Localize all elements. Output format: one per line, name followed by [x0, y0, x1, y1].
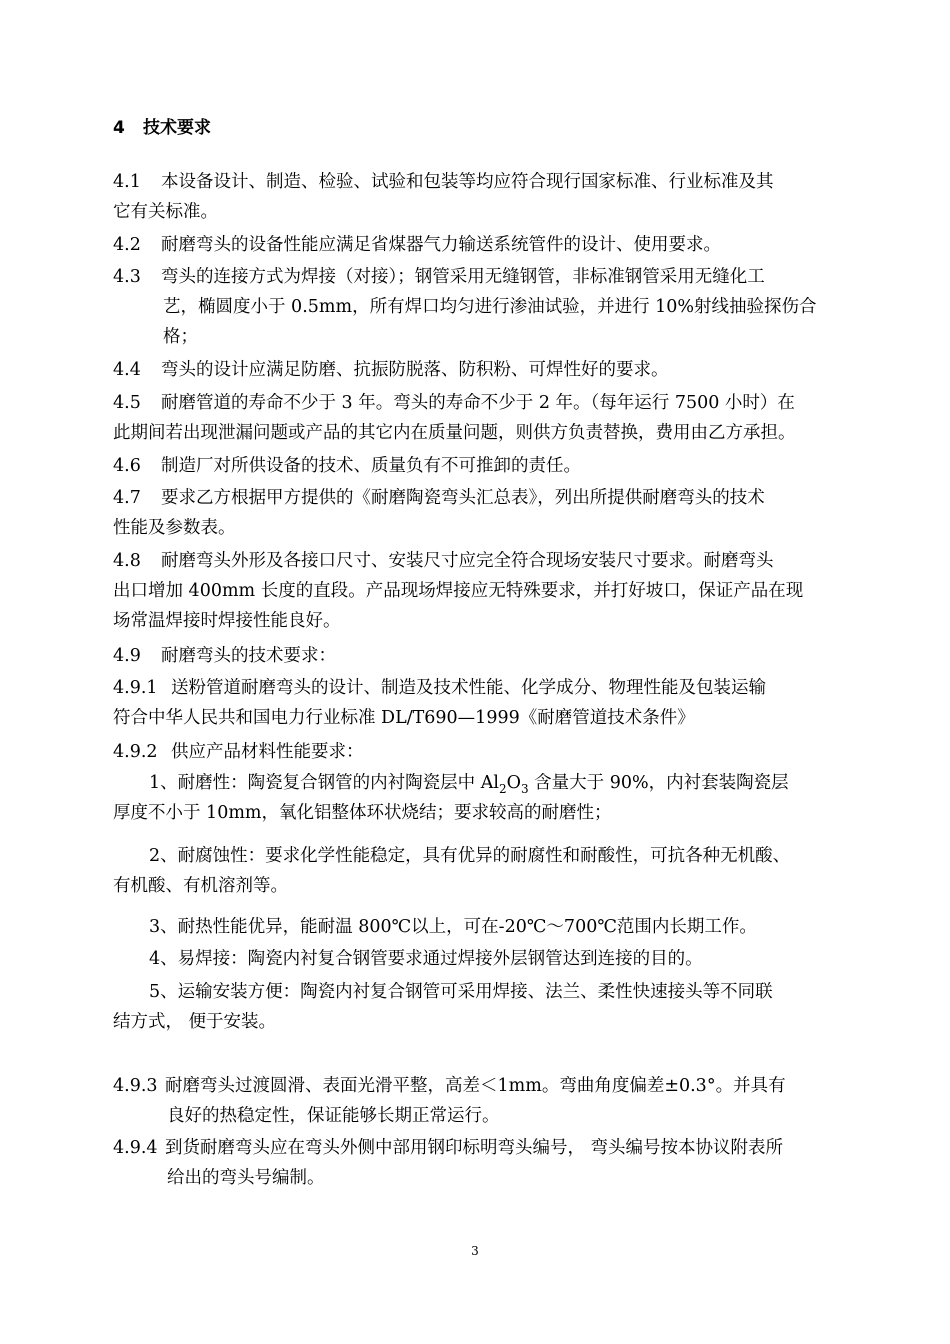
section-heading — [113, 116, 211, 140]
requirement-4 — [113, 944, 703, 974]
clause-number: 4.2 — [113, 235, 141, 255]
clause-text: 性能及参数表。 — [113, 518, 236, 538]
requirement-text: 结方式， 便于安装。 — [113, 1012, 277, 1032]
clause-text: 到货耐磨弯头应在弯头外侧中部用钢印标明弯头编号， 弯头编号按本协议附表所 — [165, 1138, 784, 1158]
clause-4-3 — [113, 262, 817, 352]
clause-text: 制造厂对所供设备的技术、质量负有不可推卸的责任。 — [161, 456, 581, 476]
clause-number: 4.6 — [113, 456, 141, 476]
clause-text: 它有关标准。 — [113, 202, 218, 222]
clause-number: 4.9.1 — [113, 678, 158, 698]
section-number: 4 — [113, 118, 125, 138]
clause-text: 场常温焊接时焊接性能良好。 — [113, 611, 341, 631]
clause-4-1 — [113, 167, 774, 227]
clause-text: 出口增加 400mm 长度的直段。产品现场焊接应无特殊要求，并打好坡口，保证产品在现 — [113, 581, 804, 601]
clause-number: 4.8 — [113, 551, 141, 571]
clause-number: 4.5 — [113, 393, 141, 413]
clause-number: 4.4 — [113, 360, 141, 380]
clause-text: 耐磨弯头外形及各接口尺寸、安装尺寸应完全符合现场安装尺寸要求。耐磨弯头 — [161, 551, 774, 571]
clause-number: 4.9.4 — [113, 1138, 158, 1158]
clause-text: 耐磨管道的寿命不少于 3 年。弯头的寿命不少于 2 年。（每年运行 7500 小时）在 — [161, 393, 795, 413]
requirement-text: 含量大于 90%，内衬套装陶瓷层 — [528, 773, 789, 793]
clause-number: 4.7 — [113, 488, 141, 508]
clause-text: 耐磨弯头的技术要求： — [161, 646, 336, 666]
clause-text: 此期间若出现泄漏问题或产品的其它内在质量问题，则供方负责替换，费用由乙方承担。 — [113, 423, 796, 443]
clause-4-6 — [113, 451, 581, 481]
clause-text: 耐磨弯头过渡圆滑、表面光滑平整，高差＜1mm。弯曲角度偏差±0.3°。并具有 — [165, 1076, 786, 1096]
clause-text: 供应产品材料性能要求： — [171, 742, 364, 762]
clause-text: 给出的弯头号编制。 — [167, 1168, 325, 1188]
requirement-text: 4、易焊接：陶瓷内衬复合钢管要求通过焊接外层钢管达到连接的目的。 — [149, 949, 703, 969]
clause-text: 艺，椭圆度小于 0.5mm，所有焊口均匀进行渗油试验，并进行 10%射线抽验探伤合 — [163, 297, 817, 317]
requirement-3 — [113, 912, 757, 942]
clause-number: 4.9 — [113, 646, 141, 666]
subscript: 2 — [498, 782, 507, 796]
clause-4-9-1 — [113, 673, 766, 733]
clause-4-2 — [113, 230, 721, 260]
clause-4-9 — [113, 641, 336, 671]
page-number: 3 — [471, 1244, 479, 1258]
clause-text: 良好的热稳定性，保证能够长期正常运行。 — [167, 1106, 500, 1126]
clause-4-9-4 — [113, 1133, 783, 1193]
clause-4-5 — [113, 388, 796, 448]
section-title: 技术要求 — [143, 118, 211, 138]
requirement-5 — [113, 977, 773, 1037]
clause-text: 弯头的连接方式为焊接（对接）；钢管采用无缝钢管，非标准钢管采用无缝化工 — [161, 267, 765, 287]
clause-4-9-3 — [113, 1071, 786, 1131]
clause-number: 4.3 — [113, 267, 141, 287]
clause-4-8 — [113, 546, 803, 636]
clause-text: 弯头的设计应满足防磨、抗振防脱落、防积粉、可焊性好的要求。 — [161, 360, 669, 380]
clause-number: 4.1 — [113, 172, 141, 192]
requirement-text: 2、耐腐蚀性：要求化学性能稳定，具有优异的耐腐性和耐酸性，可抗各种无机酸、 — [149, 846, 791, 866]
requirement-text: 厚度不小于 10mm，氧化铝整体环状烧结；要求较高的耐磨性； — [113, 803, 612, 823]
clause-text: 要求乙方根据甲方提供的《耐磨陶瓷弯头汇总表》，列出所提供耐磨弯头的技术 — [161, 488, 765, 508]
clause-text: 耐磨弯头的设备性能应满足省煤器气力输送系统管件的设计、使用要求。 — [161, 235, 721, 255]
clause-4-9-2 — [113, 737, 364, 767]
subscript: 3 — [520, 782, 529, 796]
requirement-2 — [113, 841, 790, 901]
requirement-text: 有机酸、有机溶剂等。 — [113, 876, 288, 896]
requirement-1 — [113, 768, 789, 828]
requirement-text: O — [506, 773, 521, 793]
clause-4-4 — [113, 355, 669, 385]
clause-text: 送粉管道耐磨弯头的设计、制造及技术性能、化学成分、物理性能及包装运输 — [171, 678, 766, 698]
clause-text: 符合中华人民共和国电力行业标准 DL/T690—1999《耐磨管道技术条件》 — [113, 708, 695, 728]
requirement-text: 1、耐磨性：陶瓷复合钢管的内衬陶瓷层中 Al — [149, 773, 499, 793]
requirement-text: 3、耐热性能优异，能耐温 800℃以上，可在-20℃～700℃范围内长期工作。 — [149, 917, 757, 937]
clause-4-7 — [113, 483, 765, 543]
clause-text: 格； — [163, 327, 198, 347]
clause-number: 4.9.3 — [113, 1076, 158, 1096]
clause-number: 4.9.2 — [113, 742, 158, 762]
requirement-text: 5、运输安装方便：陶瓷内衬复合钢管可采用焊接、法兰、柔性快速接头等不同联 — [149, 982, 773, 1002]
clause-text: 本设备设计、制造、检验、试验和包装等均应符合现行国家标准、行业标准及其 — [161, 172, 774, 192]
